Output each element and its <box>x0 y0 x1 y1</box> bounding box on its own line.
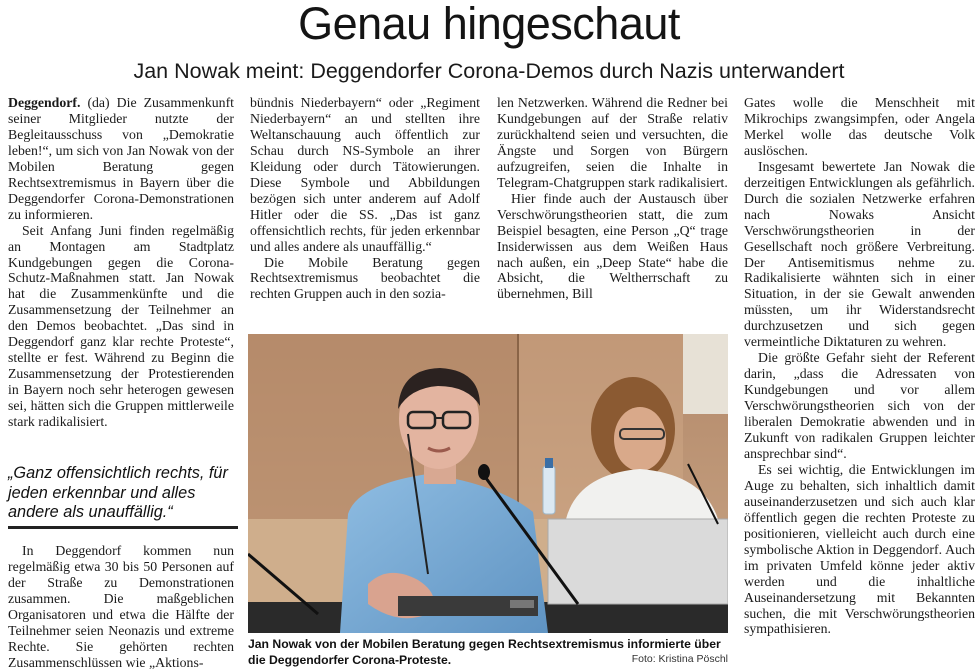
paragraph: Die Mobile Beratung gegen Rechtsextremismus beobachtet die rechten Gruppen auch in den sozia- <box>250 254 480 302</box>
column-1-top <box>8 95 234 430</box>
pull-quote: „Ganz offensichtlich rechts, für jeden erkennbar und alles andere als unauffällig.“ <box>8 464 228 521</box>
paragraph: Die größte Gefahr sieht der Referent darin, „dass die Adressaten von Kundgebungen und vor allem Verschwörungstheorien sich von der liberalen Demokratie abwenden und in Zukunft von radikalen Gruppen leichter ansprechbar sind“. <box>744 350 975 461</box>
paragraph-intro <box>8 95 234 223</box>
photo-caption: Jan Nowak von der Mobilen Beratung gegen Rechtsextremismus informierte über die Deggendorfer Corona-Proteste. <box>248 637 721 667</box>
column-1-bottom <box>8 543 234 671</box>
paragraph: Insgesamt bewertete Jan Nowak die derzeitigen Entwicklungen als gefährlich. Durch die sozialen Netzwerke erfahren nach Nowaks Ansicht Verschwörungstheorien in der Gesellschaft noch größere Verbreitung. Der Antisemitismus nehme zu. Radikalisierte wähnten sich in einer Situation, in der sie Gewalt anwenden müssten, um ihr Widerstandsrecht durchzusetzen und sich gegen vermeintliche Diktaturen zu wehren. <box>744 158 975 350</box>
paragraph: Seit Anfang Juni finden regelmäßig an Montagen am Stadtplatz Kundgebungen gegen die Corona-Schutz-Maßnahmen statt. Jan Nowak hat die Zusammenkünfte und die Zusammensetzung der Teilnehmer an den Demos beobachtet. „Das sind in Deggendorf ganz klar rechte Proteste“, stellte er fest. Während zu Beginn die Zusammensetzung der Protestierenden in Bayern noch sehr heterogen gewesen sei, hätten sich die Gruppen mittlerweile stark radikalisiert. <box>8 222 234 430</box>
paragraph: In Deggendorf kommen nun regelmäßig etwa 30 bis 50 Personen auf der Straße zu Demonstrationen zusammen. Die maßgeblichen Organisatoren und etwa die Hälfte der Teilnehmer seien Neonazis und extreme Rechte. Sie gehörten rechten Zusammenschlüssen wie „Aktions- <box>8 543 234 670</box>
paragraph: Hier finde auch der Austausch über Verschwörungstheorien statt, die zum Beispiel besagten, eine Person „Q“ trage Insiderwissen aus dem Weißen Haus nach außen, ein „Deep State“ habe die Absicht, die Weltherrschaft zu übernehmen, Bill <box>497 190 728 302</box>
column-2 <box>250 95 480 302</box>
headline: Genau hingeschaut <box>298 0 680 49</box>
column-4 <box>744 95 975 637</box>
article-photo <box>248 334 728 633</box>
subheadline: Jan Nowak meint: Deggendorfer Corona-Demos durch Nazis unterwandert <box>133 59 845 83</box>
paragraph: Gates wolle die Menschheit mit Mikrochips zwangsimpfen, oder Angela Merkel wolle das deutsche Volk auslöschen. <box>744 95 975 158</box>
dateline: Deggendorf. <box>8 95 81 110</box>
paragraph: Es sei wichtig, die Entwicklungen im Auge zu behalten, sich inhaltlich damit auseinanderzusetzen und sich auch klar öffentlich gegen die rechten Proteste zu positionieren, vielleicht auch durch eine symbolische Aktion in Deggendorf. Auch im privaten Umfeld könne jeder aktiv werden und die inhaltliche Auseinandersetzung mit Bekannten suchen, die mit Verschwörungstheorien sympathisieren. <box>744 461 975 637</box>
paragraph: len Netzwerken. Während die Redner bei Kundgebungen auf der Straße relativ zurückhaltend seien und versuchten, die Ängste und Sorgen von Bürgern aufzugreifen, seien die Inhalte in Telegram-Chatgruppen stark radikalisiert. <box>497 95 728 190</box>
divider <box>8 526 238 529</box>
photo-credit: Foto: Kristina Pöschl <box>631 653 728 665</box>
intro-text: (da) Die Zusammenkunft seiner Mitglieder nutzte der Begleitausschuss von „Demokratie leben!“, um sich von Jan Nowak von der Mobilen Beratung gegen Rechtsextremismus in Bayern über die Deggendorfer Corona-Demonstrationen zu informieren. <box>8 95 234 222</box>
column-3 <box>497 95 728 302</box>
paragraph: bündnis Niederbayern“ oder „Regiment Niederbayern“ an und stellten ihre Weltanschauung auch öffentlich zur Schau durch NS-Symbole an ihrer Kleidung oder durch Tätowierungen. Diese Symbole und Abbildungen bezögen sich unter anderem auf Adolf Hitler oder die SS. „Das ist ganz offensichtlich rechts, für jeden erkennbar und alles andere als unauffällig.“ <box>250 95 480 254</box>
